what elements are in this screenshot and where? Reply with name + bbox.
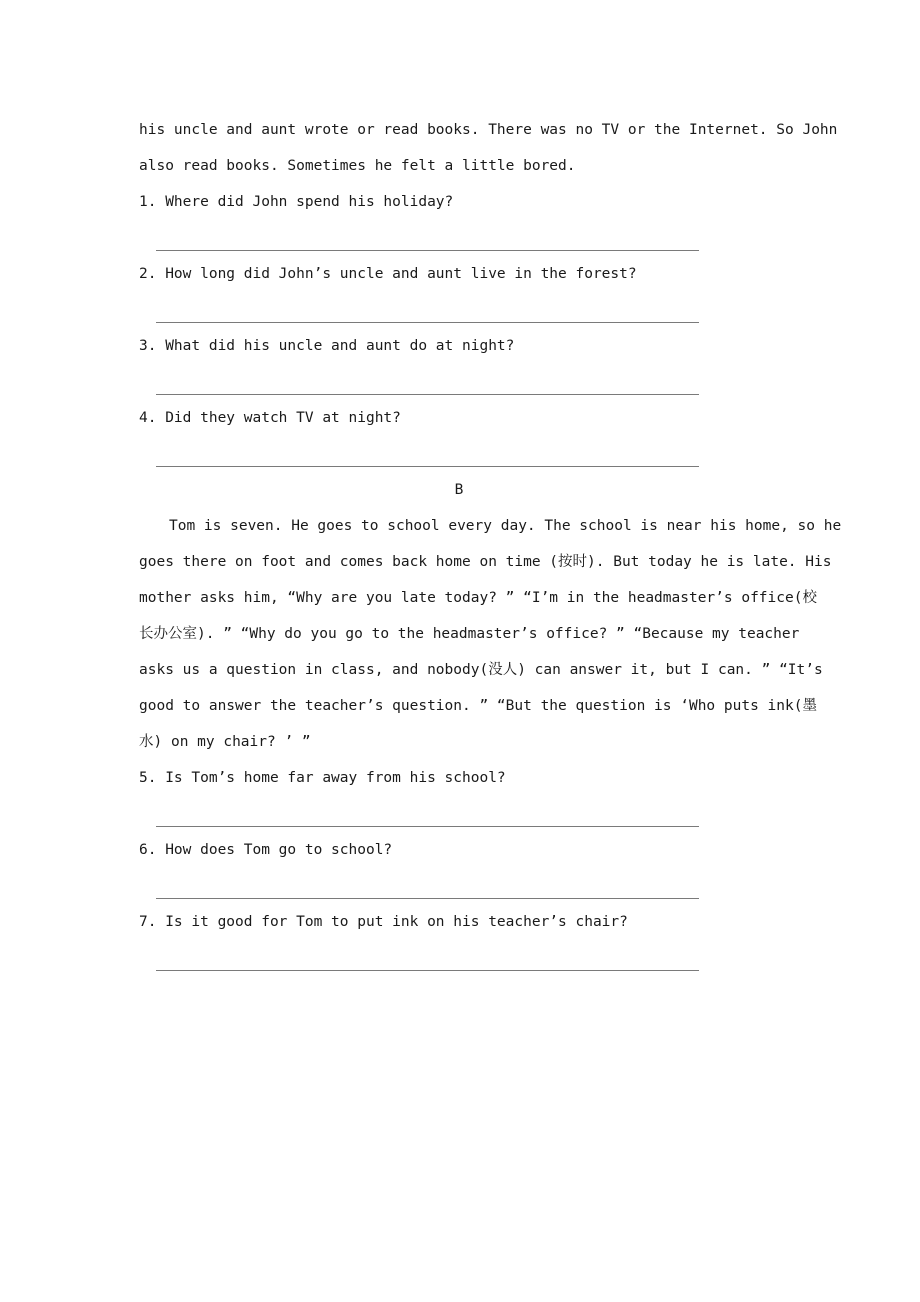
answer-line-7[interactable] <box>139 940 799 976</box>
section-b-title: B <box>454 482 464 498</box>
question-5: 5. Is Tom’s home far away from his school? <box>139 770 506 786</box>
passage-b-line: good to answer the teacher’s question. ” “But the question is ‘Who puts ink(墨 <box>139 698 817 714</box>
answer-line-2[interactable] <box>139 292 799 328</box>
answer-line-4[interactable] <box>139 436 799 472</box>
passage-b-line: Tom is seven. He goes to school every day. The school is near his home, so he <box>169 518 842 534</box>
answer-line-1[interactable] <box>139 220 799 256</box>
question-6: 6. How does Tom go to school? <box>139 842 393 858</box>
answer-line-6[interactable] <box>139 868 799 904</box>
worksheet-page <box>139 112 842 976</box>
answer-line-5[interactable] <box>139 796 799 832</box>
question-1: 1. Where did John spend his holiday? <box>139 194 454 210</box>
question-4: 4. Did they watch TV at night? <box>139 410 401 426</box>
passage-b-line: goes there on foot and comes back home on time (按时). But today he is late. His <box>139 554 832 570</box>
passage-b-line: asks us a question in class, and nobody(没人) can answer it, but I can. ” “It’s <box>139 662 823 678</box>
question-3: 3. What did his uncle and aunt do at night? <box>139 338 515 354</box>
passage-b-line: 水) on my chair? ’ ” <box>139 734 311 750</box>
passage-b-line: mother asks him, “Why are you late today? ” “I’m in the headmaster’s office(校 <box>139 590 817 606</box>
passage-b-line: 长办公室). ” “Why do you go to the headmaster’s office? ” “Because my teacher <box>139 626 800 642</box>
question-7: 7. Is it good for Tom to put ink on his teacher’s chair? <box>139 914 628 930</box>
passage-a-line: also read books. Sometimes he felt a little bored. <box>139 158 576 174</box>
question-2: 2. How long did John’s uncle and aunt live in the forest? <box>139 266 637 282</box>
passage-a-line: his uncle and aunt wrote or read books. There was no TV or the Internet. So John <box>139 122 838 138</box>
answer-line-3[interactable] <box>139 364 799 400</box>
